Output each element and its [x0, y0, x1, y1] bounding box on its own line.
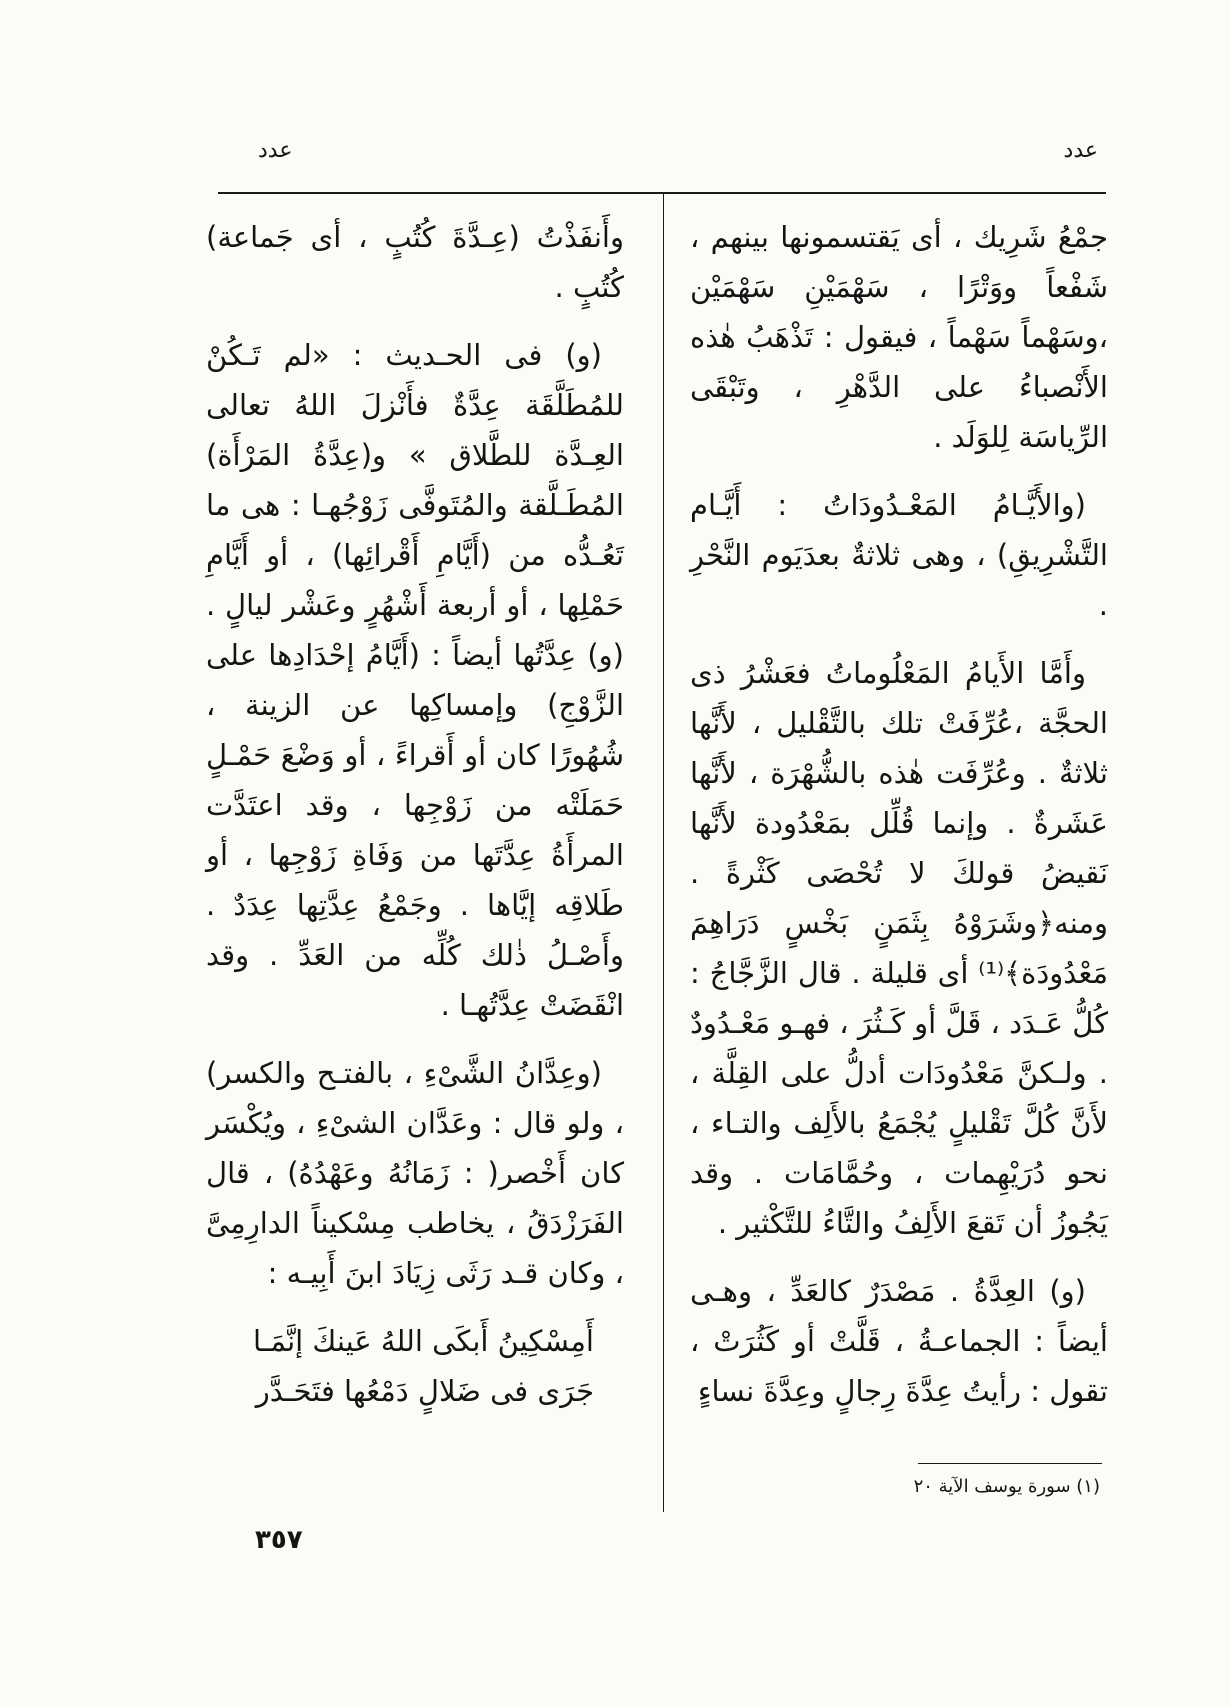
left-paragraph-3: (وعِدَّانُ الشَّىْءِ ، بالفتـح والكسر) ، ولو قال : وعَدَّان الشىْءِ ، ويُكْسَر كان أَخْصر( : زَمَانُهُ وعَهْدُهُ) ، قال الفَرَزْدَقُ ، يخاطب مِسْكيناً الدارِمِىَّ ، وكان قـد رَثَى زِيَادَ ابنَ أَبِيـه :	[206, 1056, 624, 1290]
verse-line-1: أَمِسْكِينُ أَبكَى اللهُ عَينكَ إنَّمَـا	[252, 1324, 594, 1358]
right-paragraph-1: جمْعُ شَرِيك ، أى يَقتسمونها بينهم ، شَفْعاً ووَتْرًا ، سَهْمَيْنِ سَهْمَيْن ،وسَهْماً سَهْماً ، فيقول : تَذْهَبُ هٰذه الأَنْصباءُ على الدَّهْرِ ، وتَبْقَى الرِّياسَة لِلوَلَد .	[690, 220, 1108, 454]
right-column	[690, 212, 1108, 1434]
column-divider	[663, 194, 664, 1512]
header-rule	[218, 192, 1106, 194]
footnote: (١) سورة يوسف الآية ٢٠	[913, 1476, 1100, 1497]
right-paragraph-4: (و) العِدَّةُ . مَصْدَرٌ كالعَدِّ ، وهـى أيضاً : الجماعـةُ ، قَلَّتْ أو كَثُرَتْ ، تقول : رأيتُ عِدَّةَ رِجالٍ وعِدَّةَ نساءٍ	[690, 1274, 1108, 1408]
verse-line-2: جَرَى فى ضَلالٍ دَمْعُها فتَحَـدَّر	[255, 1374, 594, 1408]
left-paragraph-1: وأَنفَذْتُ (عِـدَّةَ كُتُبٍ ، أى جَماعة) كُتُبٍ .	[206, 220, 624, 304]
right-paragraph-2: (والأَيَّـامُ المَعْـدُودَاتُ : أَيَّـام التَّشْرِيقِ) ، وهى ثلاثةٌ بعدَيَوم النَّحْرِ .	[690, 488, 1108, 622]
left-column	[206, 212, 624, 1416]
page-number: ٣٥٧	[255, 1525, 303, 1555]
running-head-left: عدد	[258, 138, 293, 163]
running-head-right: عدد	[1063, 138, 1098, 163]
right-paragraph-3: وأَمَّا الأَيامُ المَعْلُوماتُ فعَشْرُ ذى الحجَّة ،عُرِّفَتْ تلك بالتَّقْليل ، لأَنَّها ثلاثةٌ . وعُرِّفَت هٰذه بالشُّهْرَة ، لأَنَّها عَشَرةٌ . وإنما قُلِّل بمَعْدُودة لأَنَّها نَقيضُ قولكَ لا تُحْصَى كَثْرةً . ومنه﴿وشَرَوْهُ بِثَمَنٍ بَخْسٍ دَرَاهِمَ مَعْدُودَة﴾⁽¹⁾ أى قليلة . قال الزَّجَّاجُ : كُلُّ عَـدَد ، قَلَّ أو كَـثُرَ ، فهـو مَعْـدُودٌ . ولـكنَّ مَعْدُودَات أدلُّ على القِلَّة ، لأَنَّ كُلَّ تَقْليلٍ يُجْمَعُ بالأَلِف والتـاء ، نحو دُرَيْهِمات ، وحُمَّامَات . وقد يَجُوزُ أن تَقعَ الأَلِفُ والتَّاءُ للتَّكْثير .	[690, 656, 1108, 1240]
footnote-rule	[918, 1463, 1102, 1464]
left-paragraph-2: (و) فى الحـديث : «لم تَـكُنْ للمُطَلَّقَة عِدَّةٌ فأَنْزلَ اللهُ تعالى العِـدَّة للطَّلاق » و(عِدَّةُ المَرْأَة) المُطَـلَّقة والمُتَوفَّى زَوْجُهـا : هى ما تَعُـدُّه من (أَيَّامِ أَقْرائِها) ، أو أَيَّامِ حَمْلِها ، أو أربعة أَشْهُرٍ وعَشْر ليالٍ . (و) عِدَّتُها أيضاً : (أَيَّامُ إحْدَادِها على الزَّوْجِ) وإمساكِها عن الزينة ، شُهُورًا كان أو أَقراءً ، أو وَضْعَ حَمْـلٍ حَمَلَتْه من زَوْجِها ، وقد اعتَدَّت المرأَةُ عِدَّتَها من وَفَاةِ زَوْجِها ، أو طَلاقِه إيَّاها . وجَمْعُ عِدَّتِها عِدَدٌ . وأَصْـلُ ذٰلك كُلِّه من العَدِّ . وقد انْقَضَتْ عِدَّتُهـا .	[206, 338, 624, 1022]
